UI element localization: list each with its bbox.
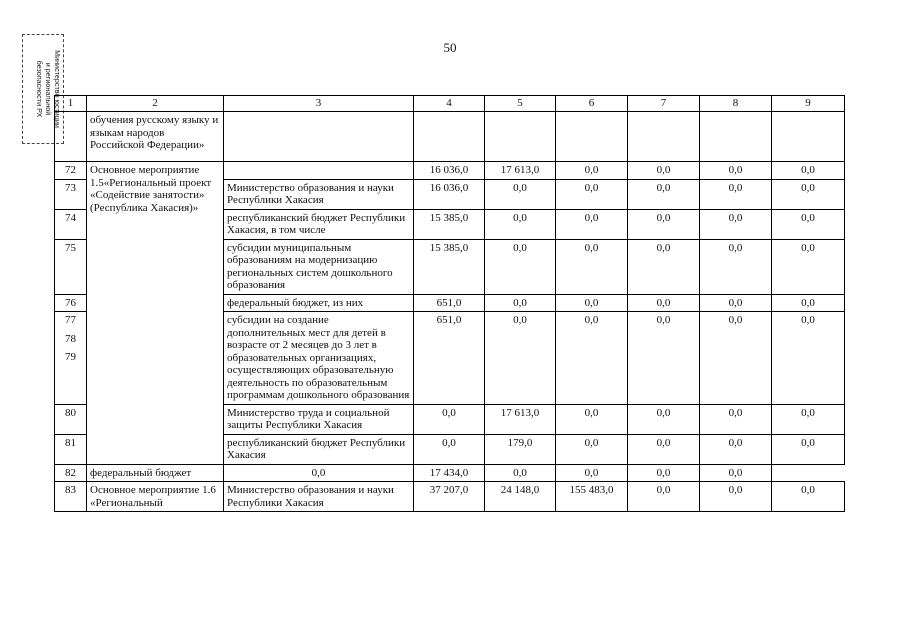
value-cell: 651,0: [414, 294, 485, 312]
stamp-line: и региональной: [44, 62, 53, 116]
value-cell: 0,0: [556, 434, 628, 464]
row-number: 78: [65, 332, 76, 345]
activity-cell: обучения русскому языку и языкам народов Российской Федерации»: [87, 112, 224, 162]
value-cell: 0,0: [485, 294, 556, 312]
value-cell: 0,0: [700, 209, 772, 239]
value-cell: 0,0: [556, 312, 628, 405]
value-cell: 17 613,0: [485, 162, 556, 180]
row-number: 73: [55, 179, 87, 209]
value-cell: 0,0: [485, 464, 556, 482]
value-cell: 0,0: [556, 209, 628, 239]
value-cell: 0,0: [556, 239, 628, 294]
row-number: 83: [55, 482, 87, 512]
header-cell: 1: [55, 96, 87, 112]
value-cell: 0,0: [700, 482, 772, 512]
value-cell: 0,0: [628, 404, 700, 434]
value-cell: 0,0: [485, 312, 556, 405]
empty-cell: [224, 112, 414, 162]
value-cell: 0,0: [414, 404, 485, 434]
activity-cell: Основное мероприятие 1.6 «Региональный: [87, 482, 224, 512]
table-row: [55, 464, 845, 482]
value-cell: 0,0: [628, 482, 700, 512]
empty-cell: [414, 112, 485, 162]
value-cell: 0,0: [700, 162, 772, 180]
value-cell: 15 385,0: [414, 239, 485, 294]
row-number-group: [55, 312, 87, 405]
source-cell: Министерство труда и социальной защиты Республики Хакасия: [224, 404, 414, 434]
value-cell: 0,0: [628, 162, 700, 180]
source-cell: республиканский бюджет Республики Хакасия, в том числе: [224, 209, 414, 239]
stamp-line: безопасности РХ: [35, 60, 44, 118]
header-row: [55, 96, 845, 112]
header-cell: 3: [224, 96, 414, 112]
value-cell: 0,0: [556, 162, 628, 180]
row-number: 81: [55, 434, 87, 464]
value-cell: 0,0: [700, 434, 772, 464]
value-cell: 15 385,0: [414, 209, 485, 239]
value-cell: 0,0: [772, 209, 845, 239]
header-cell: 8: [700, 96, 772, 112]
value-cell: 0,0: [700, 464, 772, 482]
row-number: 80: [55, 404, 87, 434]
value-cell: 0,0: [556, 294, 628, 312]
value-cell: 651,0: [414, 312, 485, 405]
value-cell: 0,0: [772, 404, 845, 434]
row-number: 76: [55, 294, 87, 312]
row-number: 74: [55, 209, 87, 239]
budget-table: [54, 95, 845, 512]
row-number: 82: [55, 464, 87, 482]
row-number: 79: [65, 351, 76, 363]
value-cell: 0,0: [700, 239, 772, 294]
empty-cell: [772, 112, 845, 162]
source-cell: [224, 162, 414, 180]
row-number: 72: [55, 162, 87, 180]
value-cell: 0,0: [628, 209, 700, 239]
source-cell: федеральный бюджет: [87, 464, 224, 482]
table-row: [55, 112, 845, 162]
source-cell: Министерство образования и науки Республики Хакасия: [224, 179, 414, 209]
value-cell: 0,0: [772, 179, 845, 209]
value-cell: 0,0: [485, 179, 556, 209]
value-cell: 0,0: [700, 179, 772, 209]
value-cell: 0,0: [414, 434, 485, 464]
table-row: [55, 162, 845, 180]
value-cell: 0,0: [556, 464, 628, 482]
value-cell: 0,0: [628, 434, 700, 464]
stamp-line: Министерство юстиции: [53, 50, 62, 128]
value-cell: 0,0: [772, 239, 845, 294]
value-cell: 0,0: [772, 162, 845, 180]
value-cell: 16 036,0: [414, 179, 485, 209]
source-cell: субсидии на создание дополнительных мест для детей в возрасте от 2 месяцев до 3 лет в образовательных организациях, осуществляющих образовательную деятельность по образовательным программам дошкольного образования: [224, 312, 414, 405]
value-cell: 0,0: [628, 294, 700, 312]
value-cell: 0,0: [224, 464, 414, 482]
header-cell: 5: [485, 96, 556, 112]
value-cell: 0,0: [485, 209, 556, 239]
source-cell: Министерство образования и науки Республики Хакасия: [224, 482, 414, 512]
value-cell: 0,0: [700, 294, 772, 312]
activity-cell: Основное мероприятие 1.5«Региональный проект «Содействие занятости» (Республика Хакасия)»: [87, 162, 224, 465]
value-cell: 155 483,0: [556, 482, 628, 512]
empty-cell: [556, 112, 628, 162]
empty-cell: [628, 112, 700, 162]
header-cell: 4: [414, 96, 485, 112]
table-row: [55, 482, 845, 512]
header-cell: 9: [772, 96, 845, 112]
empty-cell: [485, 112, 556, 162]
value-cell: 0,0: [628, 179, 700, 209]
value-cell: 0,0: [556, 404, 628, 434]
value-cell: 37 207,0: [414, 482, 485, 512]
row-number: 77: [65, 314, 76, 326]
row-number-cell: [55, 112, 87, 162]
source-cell: федеральный бюджет, из них: [224, 294, 414, 312]
value-cell: 0,0: [700, 404, 772, 434]
row-number: 75: [55, 239, 87, 294]
value-cell: 0,0: [772, 294, 845, 312]
value-cell: 0,0: [556, 179, 628, 209]
value-cell: 0,0: [485, 239, 556, 294]
source-cell: республиканский бюджет Республики Хакасия: [224, 434, 414, 464]
header-cell: 2: [87, 96, 224, 112]
header-cell: 6: [556, 96, 628, 112]
value-cell: 0,0: [772, 482, 845, 512]
header-cell: 7: [628, 96, 700, 112]
value-cell: 0,0: [772, 434, 845, 464]
source-cell: субсидии муниципальным образованиям на модернизацию региональных систем дошкольного образования: [224, 239, 414, 294]
value-cell: 0,0: [700, 312, 772, 405]
value-cell: 16 036,0: [414, 162, 485, 180]
value-cell: 0,0: [772, 312, 845, 405]
empty-cell: [700, 112, 772, 162]
value-cell: 17 434,0: [414, 464, 485, 482]
value-cell: 24 148,0: [485, 482, 556, 512]
value-cell: 17 613,0: [485, 404, 556, 434]
value-cell: 0,0: [628, 312, 700, 405]
value-cell: 179,0: [485, 434, 556, 464]
page-number: 50: [443, 40, 457, 55]
value-cell: 0,0: [628, 464, 700, 482]
value-cell: 0,0: [628, 239, 700, 294]
